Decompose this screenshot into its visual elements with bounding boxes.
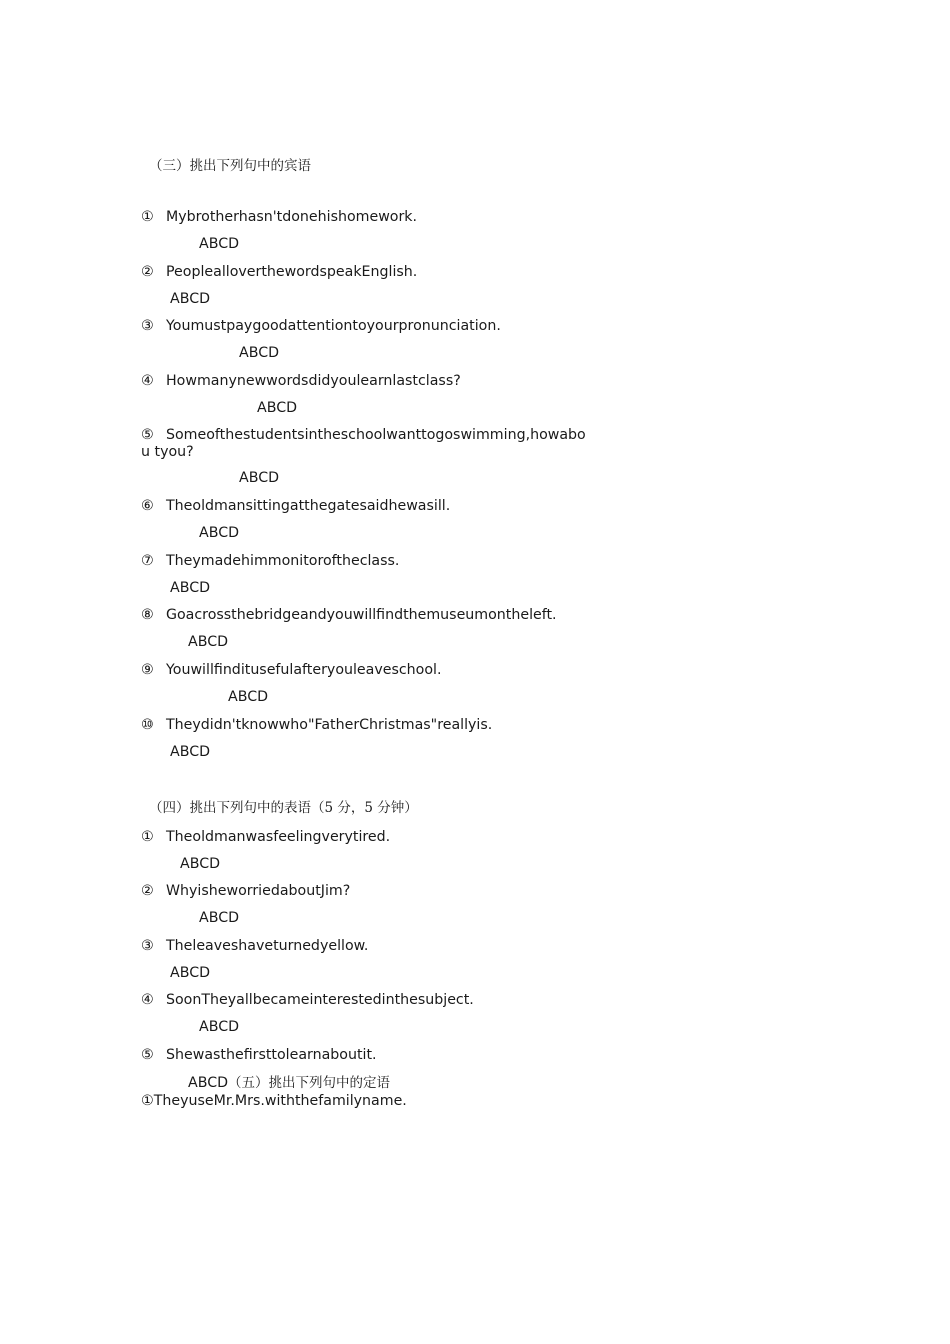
question-number: ③ xyxy=(141,938,154,954)
question-number: ① xyxy=(141,1093,154,1109)
sentence: Youmustpaygoodattentiontoyourpronunciation. xyxy=(166,318,501,334)
sentence: Theymadehimmonitoroftheclass. xyxy=(166,553,400,569)
question-number: ⑩ xyxy=(141,717,154,733)
sentence: Theleaveshaveturnedyellow. xyxy=(166,938,369,954)
sentence: WhyisheworriedaboutJim? xyxy=(166,883,351,899)
s3-q7-choices: ABCD xyxy=(170,580,211,596)
sentence: SoonTheyallbecameinterestedinthesubject. xyxy=(166,992,474,1008)
sentence: Theoldmansittingatthegatesaidhewasill. xyxy=(166,498,451,514)
s3-q5-choices: ABCD xyxy=(239,470,280,486)
section-4-heading: （四）挑出下列句中的表语（5 分，5 分钟） xyxy=(149,800,418,816)
sentence: Theydidn'tknowwho"FatherChristmas"reallyis. xyxy=(166,717,493,733)
question-number: ② xyxy=(141,264,154,280)
s3-q10-choices: ABCD xyxy=(170,744,211,760)
s4-q5 xyxy=(141,1047,377,1064)
s5-q1 xyxy=(141,1093,407,1110)
s4-q2-choices: ABCD xyxy=(199,910,240,926)
question-number: ④ xyxy=(141,373,154,389)
question-number: ⑥ xyxy=(141,498,154,514)
s4-q5-choices: ABCD xyxy=(188,1075,229,1091)
s3-q9-choices: ABCD xyxy=(228,689,269,705)
s3-q3-choices: ABCD xyxy=(239,345,280,361)
sentence: Mybrotherhasn'tdonehishomework. xyxy=(166,209,418,225)
s3-q5 xyxy=(141,427,591,461)
sentence: Theoldmanwasfeelingverytired. xyxy=(166,829,391,845)
s3-q4-choices: ABCD xyxy=(257,400,298,416)
sentence: Goacrossthebridgeandyouwillfindthemuseumontheleft. xyxy=(166,607,557,623)
s3-q10 xyxy=(141,717,492,734)
question-number: ⑧ xyxy=(141,607,154,623)
section-3-heading: （三）挑出下列句中的宾语 xyxy=(149,158,311,174)
s4-q3 xyxy=(141,938,368,955)
s4-q5-choices-and-section-5-heading xyxy=(188,1075,390,1092)
sentence: PeoplealloverthewordspeakEnglish. xyxy=(166,264,418,280)
sentence: TheyuseMr.Mrs.withthefamilyname. xyxy=(153,1093,407,1109)
s3-q8 xyxy=(141,607,557,624)
question-number: ④ xyxy=(141,992,154,1008)
sentence: Shewasthefirsttolearnaboutit. xyxy=(166,1047,377,1063)
question-number: ① xyxy=(141,829,154,845)
s4-q1-choices: ABCD xyxy=(180,856,221,872)
sentence: Howmanynewwordsdidyoulearnlastclass? xyxy=(166,373,461,389)
s3-q6-choices: ABCD xyxy=(199,525,240,541)
s3-q8-choices: ABCD xyxy=(188,634,229,650)
question-number: ② xyxy=(141,883,154,899)
s4-q2 xyxy=(141,883,350,900)
s3-q2 xyxy=(141,264,417,281)
sentence: Youwillfinditusefulafteryouleaveschool. xyxy=(166,662,442,678)
question-number: ⑨ xyxy=(141,662,154,678)
question-number: ③ xyxy=(141,318,154,334)
s3-q9 xyxy=(141,662,441,679)
question-number: ⑤ xyxy=(141,427,154,443)
section-5-heading: （五）挑出下列句中的定语 xyxy=(228,1075,391,1091)
question-number: ⑦ xyxy=(141,553,154,569)
sentence: Someofthestudentsintheschoolwanttogoswimming,howabou tyou? xyxy=(141,427,586,460)
s3-q1 xyxy=(141,209,417,226)
question-number: ① xyxy=(141,209,154,225)
s3-q6 xyxy=(141,498,450,515)
s4-q4-choices: ABCD xyxy=(199,1019,240,1035)
s4-q1 xyxy=(141,829,390,846)
question-number: ⑤ xyxy=(141,1047,154,1063)
s4-q3-choices: ABCD xyxy=(170,965,211,981)
s3-q2-choices: ABCD xyxy=(170,291,211,307)
s3-q7 xyxy=(141,553,399,570)
s3-q3 xyxy=(141,318,501,335)
s3-q1-choices: ABCD xyxy=(199,236,240,252)
s4-q4 xyxy=(141,992,474,1009)
s3-q4 xyxy=(141,373,461,390)
